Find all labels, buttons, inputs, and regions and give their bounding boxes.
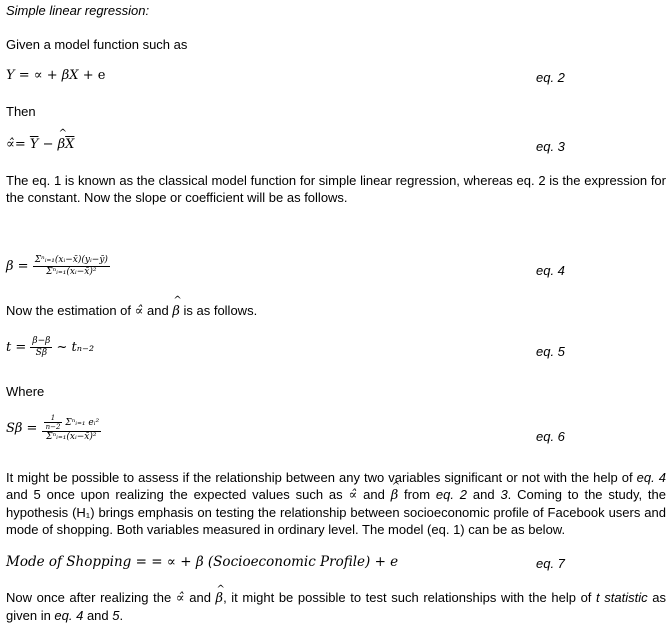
eq3-minus: − <box>42 137 54 152</box>
para3-p3: and <box>357 487 391 502</box>
eq2-e: e <box>97 68 106 83</box>
para3-p6: . Coming to the study, the hypothesis (H₁) brings emphasis on testing the relationship between socioeconomic profile of Facebook users and mode of shopping. Both variables measured in ordinary level. The model (eq. 1) can be as below. <box>6 487 667 537</box>
eq2-lhs: Y <box>6 68 15 83</box>
eq3-label: eq. 3 <box>536 139 565 154</box>
para3-p1: It might be possible to assess if the relationship between any two variables significant or not with the help of <box>6 470 637 485</box>
eq3-eqsign: = <box>14 137 26 152</box>
eq2-x: X <box>69 68 79 83</box>
para4-p5: and <box>83 608 113 623</box>
eq2-eqsign: = <box>18 68 30 83</box>
where-text: Where <box>6 384 45 399</box>
para4-beta: ^ β <box>216 590 224 607</box>
eq6-sum: Σⁿᵢ₌₁ eᵢ² <box>65 418 100 428</box>
eq6-lhs: Sβ = <box>6 421 38 436</box>
section-title: Simple linear regression: <box>6 3 150 18</box>
equation-4 <box>6 255 110 278</box>
eq6-denominator: Σⁿᵢ₌₁(xᵢ−x̄)² <box>46 432 97 442</box>
paragraph-4 <box>6 589 666 624</box>
para3-ref-eq2: eq. 2 <box>435 487 468 502</box>
para4-p6: . <box>119 608 124 623</box>
eq4-lhs: β = <box>6 259 29 274</box>
equation-7: Mode of Shopping = = ∝ + β (Socioeconomic Profile) + e <box>6 554 399 570</box>
para4-ref-5: 5 <box>112 608 120 623</box>
eq2-plus2: + <box>82 68 94 83</box>
para3-ref-eq4: eq. 4 <box>636 470 666 485</box>
eq2-alpha: ∝ <box>33 68 43 83</box>
para4-p1: Now once after realizing the <box>6 590 176 605</box>
then-text: Then <box>6 104 36 119</box>
eq6-inner-den: n−2 <box>45 423 61 431</box>
para2-beta: ^ β <box>172 304 180 319</box>
eq5-denominator: Sβ <box>35 348 48 358</box>
para3-p5: and <box>467 487 501 502</box>
eq4-fraction <box>33 255 110 278</box>
equation-2 <box>6 68 105 83</box>
para4-alpha: ∝̂ <box>175 591 185 606</box>
paragraph-1: The eq. 1 is known as the classical model function for simple linear regression, whereas eq. 2 is the expression for the constant. Now the slope or coefficient will be as follows. <box>6 173 666 205</box>
eq4-label: eq. 4 <box>536 263 565 278</box>
para3-alpha: ∝̂ <box>348 488 358 503</box>
eq5-fraction <box>30 336 52 359</box>
eq5-numerator: β−β <box>32 336 51 346</box>
equation-6 <box>6 414 101 443</box>
para4-p3: , it might be possible to test such relationships with the help of <box>223 590 597 605</box>
eq3-beta: ^ β <box>58 137 66 152</box>
para3-p4: from <box>398 487 436 502</box>
equation-5 <box>6 336 94 359</box>
eq2-label: eq. 2 <box>536 70 565 85</box>
eq6-fraction <box>42 414 102 443</box>
para4-p4: as given in <box>6 590 666 623</box>
para2-mid: and <box>143 303 173 318</box>
para4-p2: and <box>184 590 216 605</box>
eq4-numerator: Σⁿᵢ₌₁(xᵢ−x̄)(yᵢ−ȳ) <box>34 255 108 265</box>
para4-t-statistic: t statistic <box>596 590 648 605</box>
para3-beta: ^ β <box>391 487 399 504</box>
para3-p2: and 5 once upon realizing the expected values such as <box>6 487 349 502</box>
para2-pre: Now the estimation of <box>6 303 135 318</box>
eq7-label: eq. 7 <box>536 556 565 571</box>
para4-ref-eq4: eq. 4 <box>54 608 84 623</box>
para2-post: is as follows. <box>179 303 258 318</box>
eq6-inner-fraction <box>44 414 63 431</box>
eq5-label: eq. 5 <box>536 344 565 359</box>
intro-text: Given a model function such as <box>6 37 188 52</box>
eq6-inner-num: 1 <box>44 414 63 423</box>
equation-3 <box>6 137 74 152</box>
eq2-plus1: + <box>46 68 58 83</box>
para2-alpha: ∝̂ <box>134 304 144 319</box>
eq2-beta: β <box>61 68 70 83</box>
paragraph-2 <box>6 303 257 319</box>
eq3-xbar: $\overline{X}$ <box>65 137 75 152</box>
eq5-tail: ~ tₙ₋₂ <box>56 340 95 355</box>
eq3-lhs: ∝̂ <box>6 137 15 152</box>
paragraph-3 <box>6 469 666 538</box>
eq5-lhs: t = <box>6 340 27 355</box>
eq3-ybar: $\overline{Y}$ <box>29 137 39 152</box>
eq6-numerator <box>42 414 102 432</box>
eq4-denominator: Σⁿᵢ₌₁(xᵢ−x̄)² <box>46 267 97 277</box>
para3-ref-3: 3 <box>500 487 508 502</box>
eq6-label: eq. 6 <box>536 429 565 444</box>
